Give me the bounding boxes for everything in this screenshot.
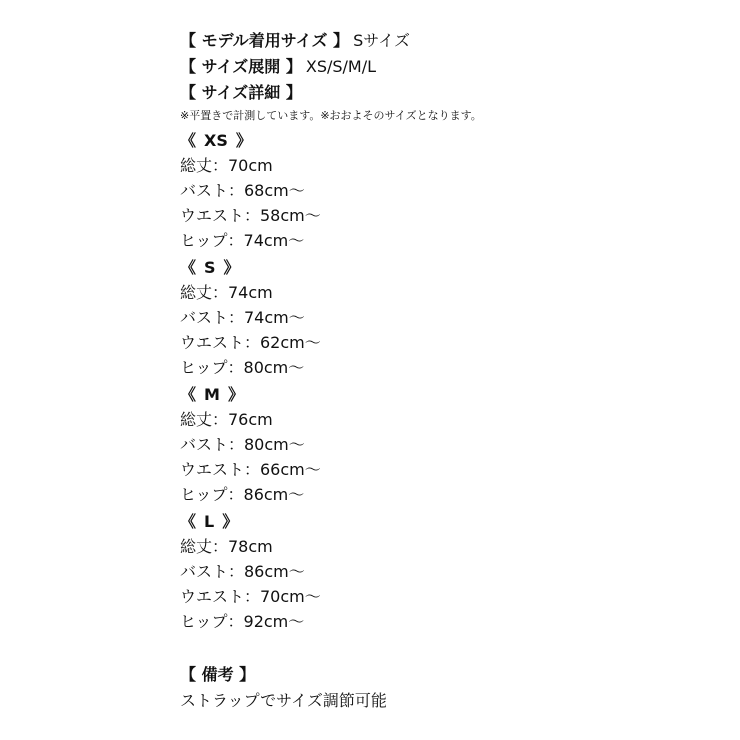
bust-row: バスト：86cm〜 bbox=[180, 562, 305, 581]
size-bracket-open: 《 bbox=[180, 385, 197, 404]
size-block-xs bbox=[180, 128, 720, 253]
remarks-text: ストラップでサイズ調節可能 bbox=[180, 691, 387, 710]
size-detail-line bbox=[180, 80, 720, 106]
size-bracket-close: 》 bbox=[227, 385, 244, 404]
hip-row: ヒップ：74cm〜 bbox=[180, 231, 305, 250]
size-bracket-open: 《 bbox=[180, 512, 197, 531]
length-row: 総丈：74cm bbox=[180, 283, 273, 302]
size-range-value: XS/S/M/L bbox=[305, 57, 377, 76]
remarks-heading bbox=[180, 662, 720, 688]
size-bracket-close: 》 bbox=[222, 512, 239, 531]
size-name-s: S bbox=[204, 258, 216, 277]
size-name-m: M bbox=[204, 385, 220, 404]
length-row: 総丈：70cm bbox=[180, 156, 273, 175]
size-range-label: 【 サイズ展開 】 bbox=[180, 57, 302, 76]
length-row: 総丈：76cm bbox=[180, 410, 273, 429]
length-row: 総丈：78cm bbox=[180, 537, 273, 556]
measurement-note: ※平置きで計測しています。※おおよそのサイズとなります。 bbox=[180, 109, 482, 122]
size-title-s bbox=[180, 255, 720, 280]
waist-row: ウエスト：58cm〜 bbox=[180, 206, 321, 225]
bust-row: バスト：68cm〜 bbox=[180, 181, 305, 200]
size-title-m bbox=[180, 382, 720, 407]
size-bracket-open: 《 bbox=[180, 131, 197, 150]
hip-row: ヒップ：92cm〜 bbox=[180, 612, 305, 631]
section-spacer bbox=[180, 634, 720, 662]
model-size-value: Sサイズ bbox=[353, 31, 410, 50]
size-name-xs: XS bbox=[204, 131, 228, 150]
size-range-line bbox=[180, 54, 720, 80]
size-title-xs bbox=[180, 128, 720, 153]
hip-row: ヒップ：86cm〜 bbox=[180, 485, 305, 504]
size-bracket-open: 《 bbox=[180, 258, 197, 277]
size-bracket-close: 》 bbox=[235, 131, 252, 150]
model-size-label: 【 モデル着用サイズ 】 bbox=[180, 31, 350, 50]
size-block-m bbox=[180, 382, 720, 507]
size-info-document bbox=[180, 28, 720, 714]
size-bracket-close: 》 bbox=[223, 258, 240, 277]
waist-row: ウエスト：66cm〜 bbox=[180, 460, 321, 479]
size-block-l bbox=[180, 509, 720, 634]
remarks-label: 【 備考 】 bbox=[180, 665, 256, 684]
bust-row: バスト：80cm〜 bbox=[180, 435, 305, 454]
waist-row: ウエスト：62cm〜 bbox=[180, 333, 321, 352]
waist-row: ウエスト：70cm〜 bbox=[180, 587, 321, 606]
size-block-s bbox=[180, 255, 720, 380]
size-title-l bbox=[180, 509, 720, 534]
size-name-l: L bbox=[204, 512, 215, 531]
bust-row: バスト：74cm〜 bbox=[180, 308, 305, 327]
hip-row: ヒップ：80cm〜 bbox=[180, 358, 305, 377]
model-size-line bbox=[180, 28, 720, 54]
size-detail-label: 【 サイズ詳細 】 bbox=[180, 83, 302, 102]
